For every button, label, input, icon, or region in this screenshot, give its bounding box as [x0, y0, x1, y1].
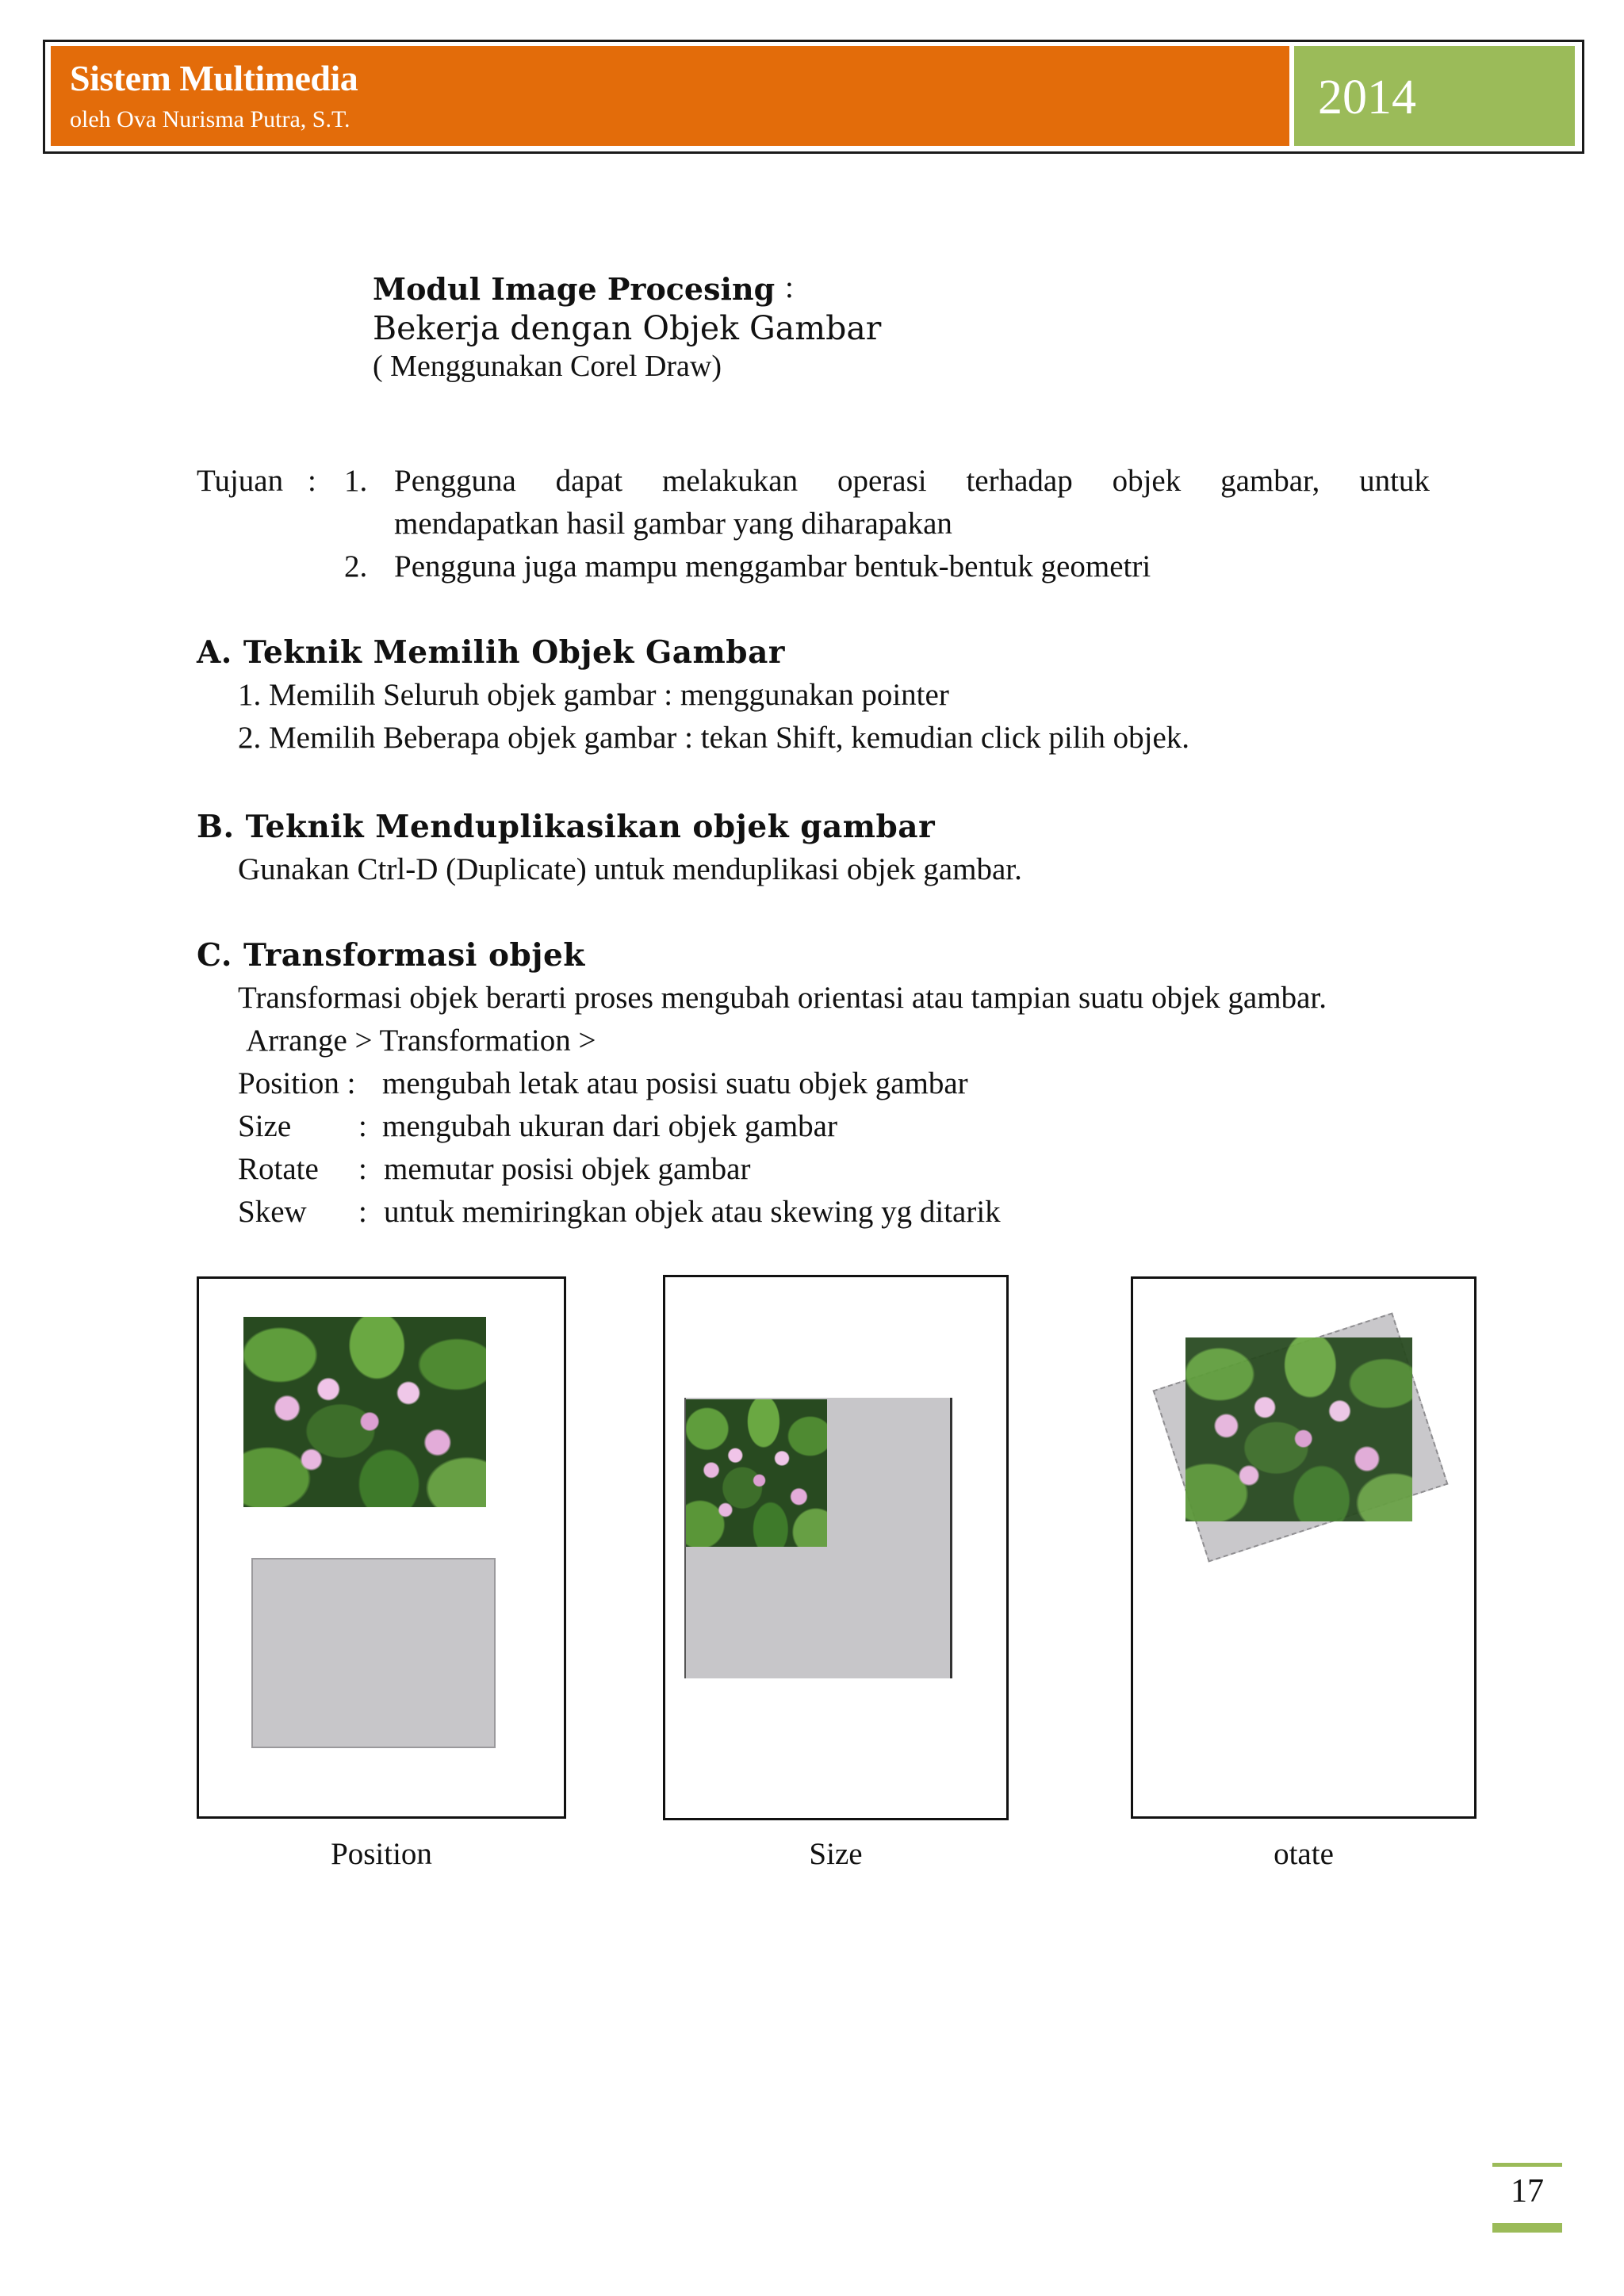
- def-desc-rotate: memutar posisi objek gambar: [384, 1152, 751, 1186]
- section-a-heading: A. Teknik Memilih Objek Gambar: [197, 634, 785, 671]
- def-desc-position: mengubah letak atau posisi suatu objek gambar: [382, 1066, 968, 1100]
- section-c-heading: C. Transformasi objek: [197, 937, 585, 974]
- section-c-line-2: Arrange > Transformation >: [246, 1024, 596, 1058]
- module-title-colon: :: [785, 270, 794, 304]
- def-term-position: Position :: [238, 1066, 356, 1100]
- water-lily-image: [243, 1317, 486, 1507]
- def-colon-skew: :: [358, 1195, 367, 1229]
- tujuan-item-1-line1: [394, 463, 1430, 499]
- section-a-line-1: 1. Memilih Seluruh objek gambar : menggunakan pointer: [238, 678, 949, 712]
- word: objek: [1112, 464, 1182, 498]
- def-colon-size: :: [358, 1109, 367, 1143]
- header-year: 2014: [1318, 71, 1416, 124]
- def-term-size: Size: [238, 1109, 292, 1143]
- placeholder-rect: [251, 1558, 496, 1748]
- water-lily-image: [1185, 1337, 1412, 1521]
- page-number: 17: [1511, 2173, 1544, 2210]
- header-title: Sistem Multimedia: [70, 58, 358, 98]
- word: untuk: [1359, 464, 1430, 498]
- tujuan-item-2-num: 2.: [344, 549, 368, 584]
- section-c-line-1: Transformasi objek berarti proses mengubah orientasi atau tampian suatu objek gambar.: [238, 981, 1327, 1015]
- module-subtitle-tool: ( Menggunakan Corel Draw): [373, 350, 722, 383]
- water-lily-image: [686, 1399, 827, 1547]
- tujuan-item-1-line2: mendapatkan hasil gambar yang diharapakan: [394, 507, 952, 541]
- word: operasi: [837, 464, 927, 498]
- tujuan-label: Tujuan: [197, 464, 284, 498]
- def-desc-size: mengubah ukuran dari objek gambar: [382, 1109, 837, 1143]
- def-term-rotate: Rotate: [238, 1152, 319, 1186]
- def-colon-rotate: :: [358, 1152, 367, 1186]
- word: dapat: [555, 464, 623, 498]
- figure-size: [663, 1275, 1009, 1820]
- tujuan-colon: :: [308, 464, 316, 498]
- caption-rotate: otate: [1274, 1837, 1334, 1871]
- word: Pengguna: [394, 464, 516, 498]
- word: melakukan: [662, 464, 799, 498]
- caption-size: Size: [809, 1837, 863, 1871]
- figure-rotate: [1131, 1276, 1477, 1819]
- tujuan-item-1-num: 1.: [344, 464, 368, 498]
- section-b-line: Gunakan Ctrl-D (Duplicate) untuk menduplikasi objek gambar.: [238, 852, 1022, 886]
- page-number-bottom-rule: [1492, 2223, 1562, 2233]
- word: gambar,: [1220, 464, 1320, 498]
- page-number-top-rule: [1492, 2163, 1562, 2167]
- header-author: oleh Ova Nurisma Putra, S.T.: [70, 106, 350, 132]
- module-title: Modul Image Procesing: [373, 271, 776, 307]
- figure-position: [197, 1276, 566, 1819]
- def-desc-skew: untuk memiringkan objek atau skewing yg ditarik: [384, 1195, 1001, 1229]
- section-b-heading: B. Teknik Menduplikasikan objek gambar: [197, 809, 936, 845]
- section-a-line-2: 2. Memilih Beberapa objek gambar : tekan Shift, kemudian click pilih objek.: [238, 721, 1190, 755]
- tujuan-item-2-line: Pengguna juga mampu menggambar bentuk-bentuk geometri: [394, 549, 1151, 584]
- module-subtitle: Bekerja dengan Objek Gambar: [373, 309, 882, 347]
- caption-position: Position: [331, 1837, 432, 1871]
- word: terhadap: [966, 464, 1073, 498]
- def-term-skew: Skew: [238, 1195, 307, 1229]
